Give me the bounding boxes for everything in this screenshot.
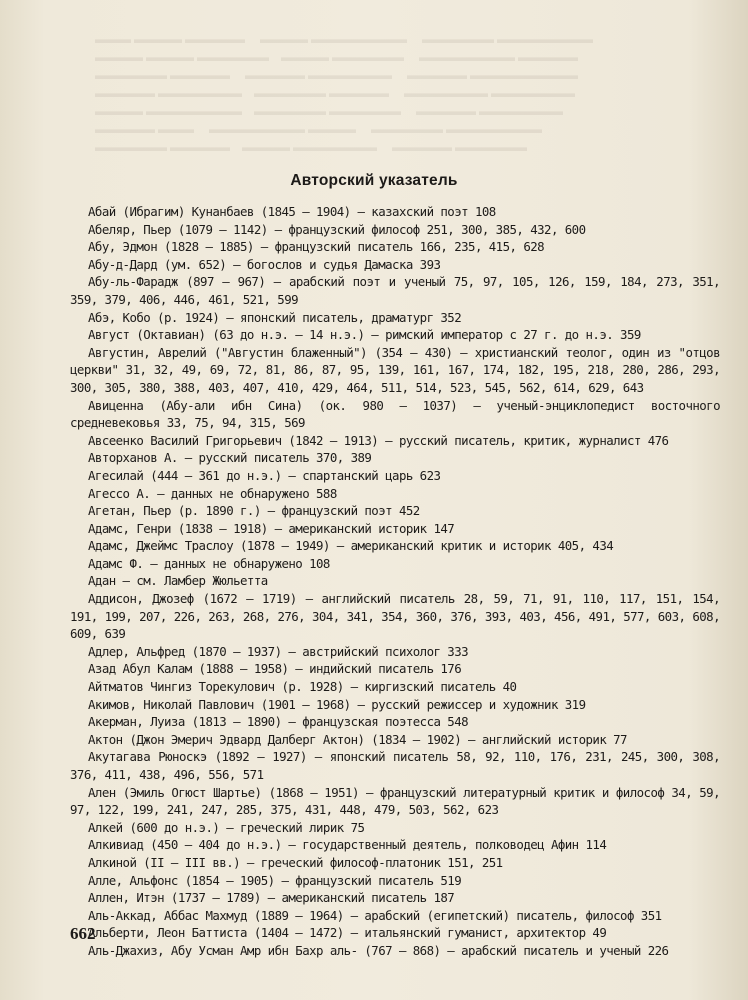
index-entry: Агетан, Пьер (р. 1890 г.) — французский поэт 452 — [88, 503, 420, 519]
page-title: Авторский указатель — [290, 172, 458, 189]
index-entry: Агесилай (444 — 361 до н.э.) — спартанский царь 623 — [88, 467, 441, 483]
index-entry: Алкей (600 до н.э.) — греческий лирик 75 — [88, 819, 365, 835]
index-entry: Акутагава Рюноскэ (1892 — 1927) — японский писатель 58, 92, 110, 176, 231, 245, 300, 308, 376, 411, 438, 496, 556, 571 — [70, 749, 720, 782]
index-entry: Абеляр, Пьер (1079 — 1142) — французский философ 251, 300, 385, 432, 600 — [88, 221, 586, 237]
index-entry: Агессо А. — данных не обнаружено 588 — [88, 485, 337, 501]
index-entry: Абай (Ибрагим) Кунанбаев (1845 — 1904) — казахский поэт 108 — [88, 204, 496, 219]
index-entry: Абу-д-Дард (ум. 652) — богослов и судья Дамаска 393 — [88, 256, 441, 272]
index-entry: Алле, Альфонс (1854 — 1905) — французский писатель 519 — [88, 872, 462, 888]
index-entry: Алкивиад (450 — 404 до н.э.) — государственный деятель, полководец Афин 114 — [88, 837, 607, 853]
index-entry: Адамс Ф. — данных не обнаружено 108 — [88, 555, 330, 571]
index-entry: Адлер, Альфред (1870 — 1937) — австрийский психолог 333 — [88, 643, 469, 659]
index-entry: Адан — см. Ламбер Жюльетта — [88, 573, 268, 589]
index-entry: Айтматов Чингиз Торекулович (р. 1928) — киргизский писатель 40 — [88, 679, 517, 695]
index-entry: Авсеенко Василий Григорьевич (1842 — 1913) — русский писатель, критик, журналист 476 — [88, 432, 669, 448]
index-entry: Абу, Эдмон (1828 — 1885) — французский писатель 166, 235, 415, 628 — [88, 239, 545, 255]
index-entry: Акерман, Луиза (1813 — 1890) — французская поэтесса 548 — [88, 714, 469, 730]
index-entry: Актон (Джон Эмерич Эдвард Далберг Актон) (1834 — 1902) — английский историк 77 — [88, 731, 627, 747]
index-entry: Азад Абул Калам (1888 — 1958) — индийский писатель 176 — [88, 661, 462, 677]
index-entry: Авторханов А. — русский писатель 370, 389 — [88, 450, 372, 466]
index-entry: Абу-ль-Фарадж (897 — 967) — арабский поэт и ученый 75, 97, 105, 126, 159, 184, 273, 351, 359, 379, 406, 446, 461, 521, 599 — [70, 274, 720, 307]
author-index-list — [70, 203, 720, 960]
index-entry: Аддисон, Джозеф (1672 — 1719) — английский писатель 28, 59, 71, 91, 110, 117, 151, 154, 191, 199, 207, 226, 263, 268, 276, 304, 341, 354, 360, 376, 393, 403, 456, 491, 577, 603, 608, 609, 639 — [70, 591, 720, 642]
index-entry: Аль-Аккад, Аббас Махмуд (1889 — 1964) — арабский (египетский) писатель, философ 351 — [88, 907, 662, 923]
index-entry: Адамс, Генри (1838 — 1918) — американский историк 147 — [88, 520, 455, 536]
index-entry: Альберти, Леон Баттиста (1404 — 1472) — итальянский гуманист, архитектор 49 — [88, 925, 607, 941]
index-entry: Ален (Эмиль Огюст Шартье) (1868 — 1951) — французский литературный критик и философ 34, 59, 97, 122, 199, 241, 247, 285, 375, 431, 448, 479, 503, 562, 623 — [70, 784, 720, 818]
index-entry: Августин, Аврелий ("Августин блаженный") (354 — 430) — христианский теолог, один из "отцов церкви" 31, 32, 49, 69, 72, 81, 86, 87, 95, 139, 161, 167, 174, 182, 195, 218, 280, 286, 293, 300, 305, 380, 388, 403, 407, 410, 429, 464, 511, 514, 523, 545, 562, 614, 629, 643 — [70, 344, 720, 395]
index-entry: Акимов, Николай Павлович (1901 — 1968) — русский режиссер и художник 319 — [88, 696, 586, 712]
index-entry: Абэ, Кобо (р. 1924) — японский писатель, драматург 352 — [88, 309, 462, 325]
bleed-through-text: ▬▬▬ ▬▬▬▬ ▬▬▬▬▬ ▬▬▬▬ ▬▬▬▬▬▬▬▬ ▬▬▬▬▬▬ ▬▬▬▬▬▬▬▬ ▬▬▬▬ ▬▬▬▬ ▬▬▬▬▬▬ ▬▬▬▬ ▬▬▬▬▬▬ ▬▬▬▬▬▬▬▬ ▬▬▬▬▬ ▬▬▬▬▬▬ ▬▬▬▬▬ ▬▬▬▬▬ ▬▬▬▬▬▬▬ ▬▬▬▬▬ ▬▬▬▬▬▬▬▬▬ ▬▬▬▬▬ ▬▬▬▬▬▬▬ ▬▬▬▬▬▬ ▬▬▬▬▬ ▬▬▬▬▬▬▬ ▬▬▬▬▬▬▬ ▬▬▬▬ ▬▬▬▬▬▬▬▬ ▬▬▬▬▬▬ ▬▬▬▬▬▬ ▬▬▬▬▬ ▬▬▬▬▬▬▬ ▬▬▬▬▬ ▬▬▬ ▬▬▬▬▬▬▬▬ ▬▬▬▬ ▬▬▬▬▬▬ ▬▬▬▬▬▬▬▬ ▬▬▬▬▬▬ ▬▬▬▬▬ ▬▬▬▬ ▬▬▬▬▬▬▬ ▬▬▬▬▬ ▬▬▬▬▬▬ — [95, 32, 593, 154]
index-entry: Август (Октавиан) (63 до н.э. — 14 н.э.) — римский император с 27 г. до н.э. 359 — [88, 327, 641, 343]
page-number: 662 — [70, 924, 96, 943]
index-entry: Аль-Джахиз, Абу Усман Амр ибн Бахр аль- (767 — 868) — арабский писатель и ученый 226 — [88, 942, 669, 958]
index-entry: Авиценна (Абу-али ибн Сина) (ок. 980 — 1037) — ученый-энциклопедист восточного средневековья 33, 75, 94, 315, 569 — [70, 397, 720, 431]
index-entry: Алкиной (II — III вв.) — греческий философ-платоник 151, 251 — [88, 854, 503, 870]
index-entry: Адамс, Джеймс Траслоу (1878 — 1949) — американский критик и историк 405, 434 — [88, 538, 614, 554]
index-entry: Аллен, Итэн (1737 — 1789) — американский писатель 187 — [88, 890, 455, 906]
